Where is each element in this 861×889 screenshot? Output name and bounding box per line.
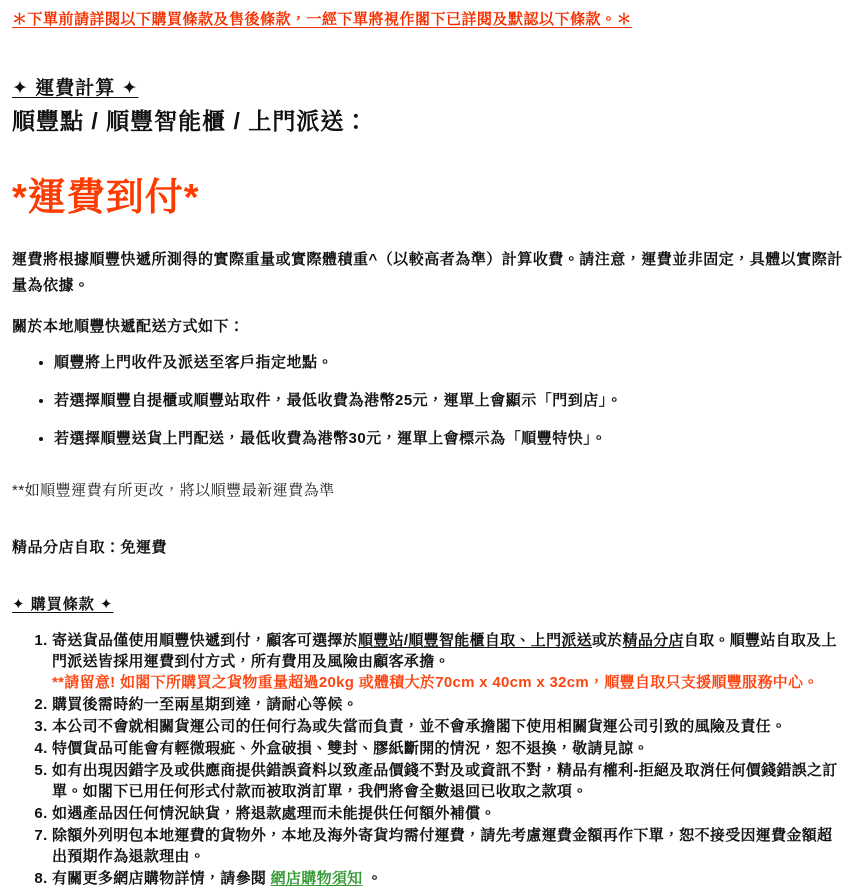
store-pickup-free-note: 精品分店自取：免運費: [12, 538, 168, 556]
delivery-bullet-home-delivery: • 若選擇順豐送貨上門配送，最低收費為港幣30元，運單上會標示為「順豐特快」。: [54, 428, 847, 449]
shop-guide-link[interactable]: 網店購物須知: [270, 869, 363, 887]
term8-pre-text: 有關更多網店購物詳情，請參閱: [52, 869, 271, 887]
term-item-out-of-stock: 6. 如遇產品因任何情況缺貨，將退款處理而未能提供任何額外補償。: [52, 803, 847, 824]
purchase-terms-list: [12, 630, 847, 889]
term-item-pricing-errors: 5. 如有出現因錯字及或供應商提供錯誤資料以致產品價錢不對及或資訊不對，精品有權利-拒絕及取消任何價錢錯誤之訂單。如閣下已用任何形式付款而被取消訂單，我們將會全數退回已收取之款項。: [52, 760, 847, 802]
purchase-terms-heading: ✦ 購買條款 ✦: [12, 595, 114, 613]
term1-pre-text: 寄送貨品僅使用順豐快遞到付，顧客可選擇於: [52, 631, 359, 649]
top-notice: ＊下單前請詳閱以下購買條款及售後條款，一經下單將視作閣下已詳閱及默認以下條款。＊: [12, 11, 633, 28]
delivery-bullet-locker-station: • 若選擇順豐自提櫃或順豐站取件，最低收費為港幣25元，運單上會顯示「門到店」。: [54, 390, 847, 411]
term8-post-text: 。: [362, 869, 383, 887]
term1-boutique-underline: 精品分店: [622, 631, 684, 649]
term-item-more-info: [52, 868, 847, 889]
term1-pickup-options-underline: 順豐站/順豐智能櫃自取、上門派送: [358, 631, 592, 649]
term-item-courier-liability: 3. 本公司不會就相關貨運公司的任何行為或失當而負責，並不會承擔閣下使用相關貨運公司引致的風險及責任。: [52, 716, 847, 737]
delivery-bullet-door-pickup: • 順豐將上門收件及派送至客戶指定地點。: [54, 352, 847, 373]
freight-calculation-paragraph: 運費將根據順豐快遞所測得的實際重量或實際體積重^（以較高者為準）計算收費。請注意，運費並非固定，具體以實際計量為依據。: [12, 251, 843, 294]
term-item-delivery-time: 2. 購買後需時約一至兩星期到達，請耐心等候。: [52, 694, 847, 715]
delivery-methods-list: [12, 352, 847, 449]
term1-mid-text: 或於: [592, 631, 623, 649]
shipping-methods-subheading: 順豐點 / 順豐智能櫃 / 上門派送：: [12, 108, 369, 134]
term-item-shipping-options: [52, 630, 847, 693]
shipping-section-heading: ✦ 運費計算 ✦: [12, 78, 139, 99]
sf-fee-change-footnote: **如順豐運費有所更改，將以順豐最新運費為準: [12, 481, 335, 499]
term-item-discounted-goods: 4. 特價貨品可能會有輕微瑕疵、外盒破損、雙封、膠紙斷開的情況，恕不退換，敬請見諒。: [52, 738, 847, 759]
term1-post-text: 自取。順豐站自取及上門派送皆採用運費到付方式，所有費用及風險由顧客承擔。: [52, 631, 837, 670]
freight-collect-banner: *運費到付*: [12, 177, 200, 219]
term-item-shipping-cost-refund: 7. 除額外列明包本地運費的貨物外，本地及海外寄貨均需付運費，請先考慮運費金額再作下單，恕不接受因運費金額超出預期作為退款理由。: [52, 825, 847, 867]
overweight-warning: **請留意! 如閣下所購買之貨物重量超過20kg 或體積大於70cm x 40cm x 32cm，順豐自取只支援順豐服務中心。: [52, 673, 819, 691]
delivery-methods-intro: 關於本地順豐快遞配送方式如下：: [12, 317, 245, 335]
